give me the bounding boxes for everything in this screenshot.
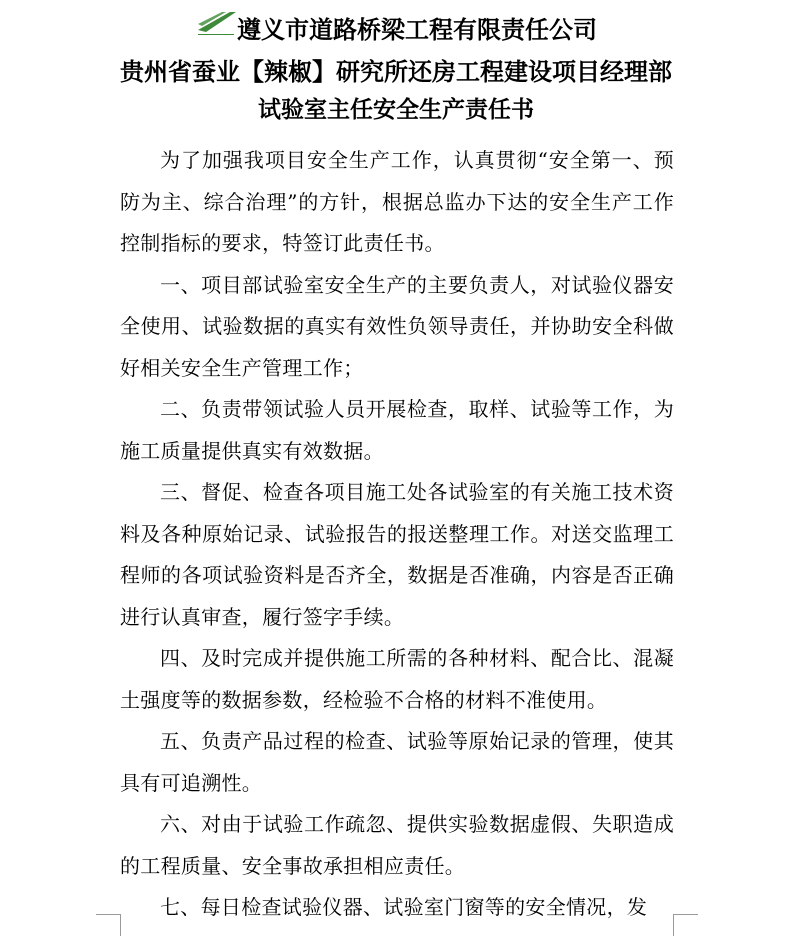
paragraph-item-4: 四、及时完成并提供施工所需的各种材料、配合比、混凝土强度等的数据参数，经检验不合格的材料不准使用。 [120, 646, 674, 712]
crop-mark-left [96, 914, 121, 936]
paragraph-item-7: 七、每日检查试验仪器、试验室门窗等的安全情况，发 [160, 895, 648, 919]
paragraph-item-5: 五、负责产品过程的检查、试验等原始记录的管理，使其具有可追溯性。 [120, 729, 674, 795]
company-name: 遵义市道路桥梁工程有限责任公司 [237, 15, 597, 44]
crop-mark-right [673, 914, 698, 936]
document-body [120, 140, 674, 929]
paragraph-item-6: 六、对由于试验工作疏忽、提供实验数据虚假、失职造成的工程质量、安全事故承担相应责任。 [120, 812, 674, 878]
document-title: 试验室主任安全生产责任书 [258, 96, 534, 123]
paragraph-item-3: 三、督促、检查各项目施工处各试验室的有关施工技术资料及各种原始记录、试验报告的报送整理工作。对送交监理工程师的各项试验资料是否齐全，数据是否准确，内容是否正确进行认真审查，履行签字手续。 [120, 480, 674, 629]
department-name: 贵州省蚕业【辣椒】研究所还房工程建设项目经理部 [120, 57, 672, 86]
paragraph-item-2: 二、负责带领试验人员开展检查，取样、试验等工作，为施工质量提供真实有效数据。 [120, 397, 674, 463]
paragraph-item-1: 一、项目部试验室安全生产的主要负责人，对试验仪器安全使用、试验数据的真实有效性负领导责任，并协助安全科做好相关安全生产管理工作； [120, 272, 674, 380]
paragraph-intro: 为了加强我项目安全生产工作，认真贯彻“安全第一、预防为主、综合治理”的方针，根据总监办下达的安全生产工作控制指标的要求，特签订此责任书。 [120, 148, 674, 255]
